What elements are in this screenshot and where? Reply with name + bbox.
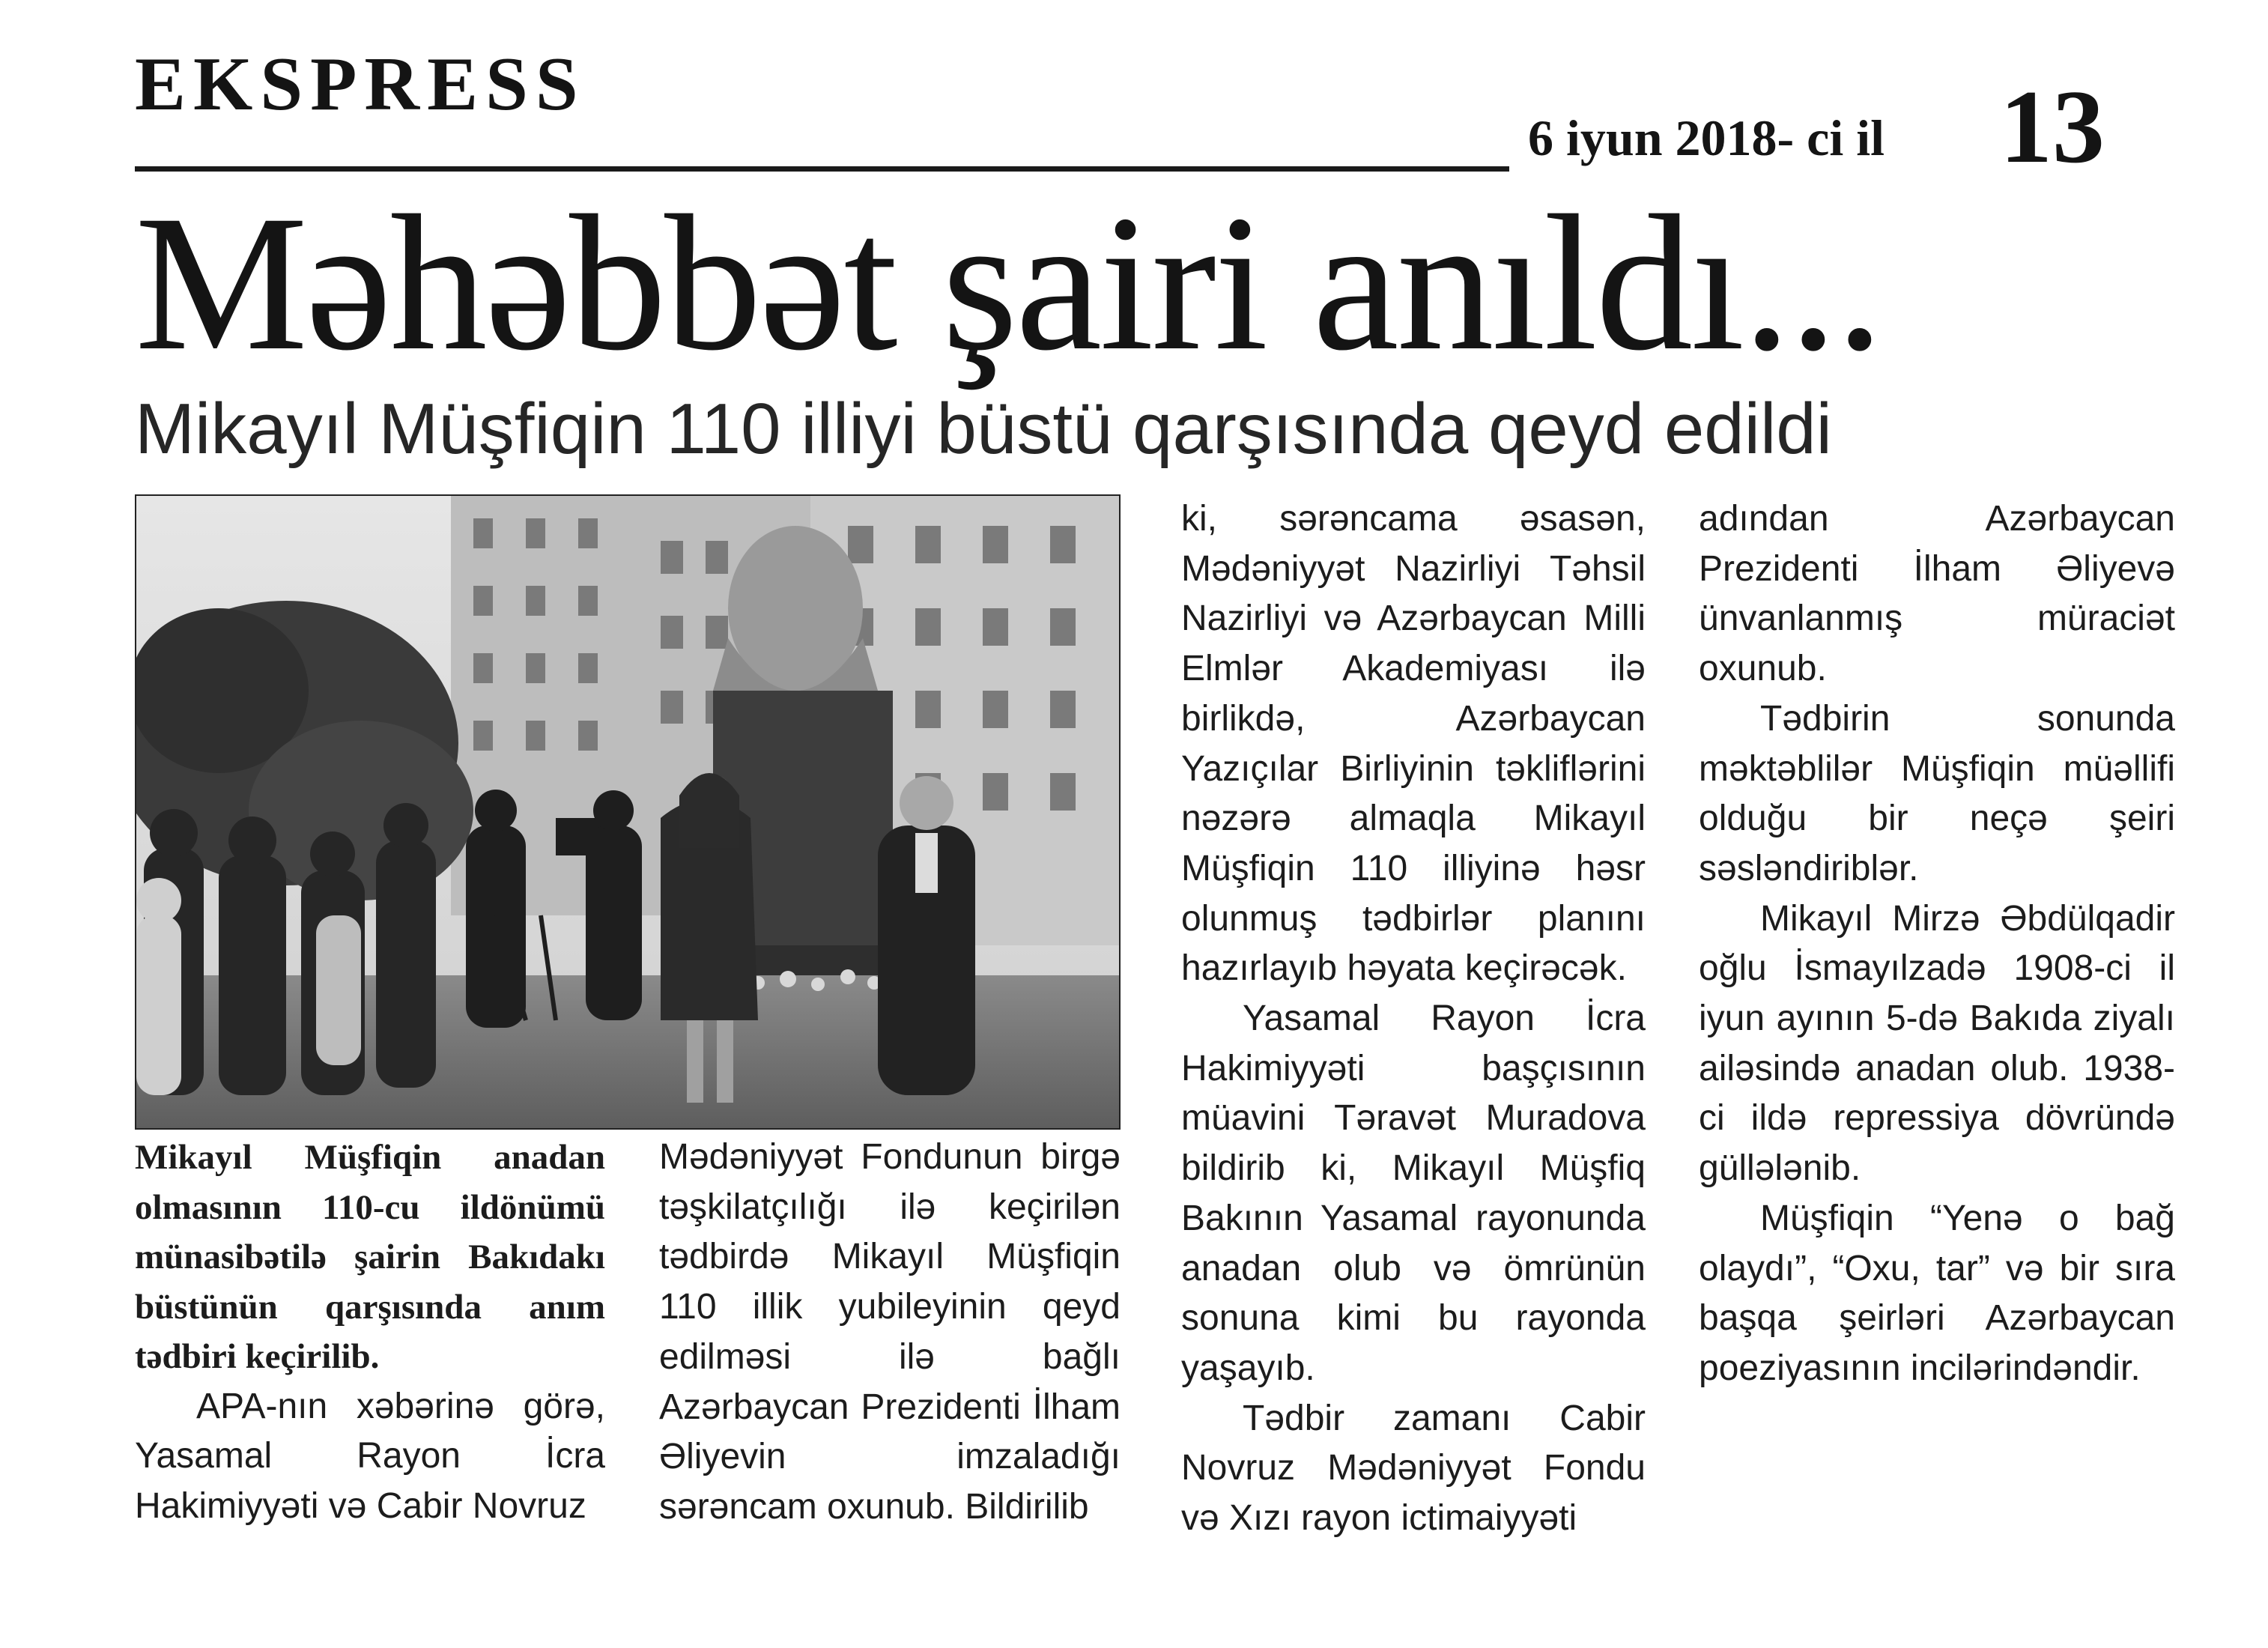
article-paragraph-continued: adından Azərbaycan Prezidenti İlham Əliyevə ünvanlanmış müraciət oxunub.	[1699, 499, 2175, 689]
article-column-3	[1181, 494, 1646, 1544]
article-paragraph-continued: ki, sərəncama əsasən, Mədəniyyət Nazirliyi Təhsil Nazirliyi və Azərbaycan Milli Elmlər Akademiyası ilə birlikdə, Azərbaycan Yazıçılar Birliyinin təkliflərini nəzərə almaqla Mikayıl Müşfiqin 110 illiyinə həsr olunmuş tədbirlər planını hazırlayıb həyata keçirəcək.	[1181, 499, 1646, 989]
masthead-rule	[135, 166, 1509, 172]
article-column-1	[135, 1133, 605, 1532]
photo-caption: Mikayıl Müşfiqin anadan olmasının 110-cu ildönümü münasibətilə şairin Bakıdakı büstünün qarşısında anım tədbiri keçirilib.	[135, 1138, 605, 1376]
article-paragraph: Tədbirin sonunda məktəblilər Müşfiqin müəllifi olduğu bir neçə şeiri səsləndiriblər.	[1699, 698, 2175, 888]
newspaper-masthead: EKSPRESS	[135, 42, 586, 127]
event-photo	[135, 494, 1121, 1130]
article-subheadline: Mikayıl Müşfiqin 110 illiyi büstü qarşısında qeyd edildi	[135, 389, 1832, 469]
article-paragraph: APA-nın xəbərinə görə, Yasamal Rayon İcra Hakimiyyəti və Cabir Novruz	[135, 1386, 605, 1526]
issue-date: 6 iyun 2018- ci il	[1528, 109, 1885, 166]
article-headline: Məhəbbət şairi anıldı...	[135, 175, 1882, 391]
article-paragraph: Tədbir zamanı Cabir Novruz Mədəniyyət Fondu və Xızı rayon ictimaiyyəti	[1181, 1398, 1646, 1539]
page-number: 13	[2000, 69, 2105, 185]
article-paragraph: Müşfiqin “Yenə o bağ olaydı”, “Oxu, tar” və bir sıra başqa şeirləri Azərbaycan poeziyasının incilərindəndir.	[1699, 1198, 2175, 1388]
article-paragraph: Mikayıl Mirzə Əbdülqadir oğlu İsmayılzadə 1908-ci il iyun ayının 5-də Bakıda ziyalı ailəsində anadan olub. 1938-ci ildə repressiya dövründə güllələnib.	[1699, 898, 2175, 1189]
article-column-2	[659, 1133, 1121, 1533]
article-column-4	[1699, 494, 2175, 1394]
article-paragraph-continued: Mədəniyyət Fondunun birgə təşkilatçılığı ilə keçirilən tədbirdə Mikayıl Müşfiqin 110 illik yubileyinin qeyd edilməsi ilə bağlı Azərbaycan Prezidenti İlham Əliyevin imzaladığı sərəncam oxunub. Bildirilib	[659, 1137, 1121, 1527]
article-paragraph: Yasamal Rayon İcra Hakimiyyəti başçısının müavini Təravət Muradova bildirib ki, Mikayıl Müşfiq Bakının Yasamal rayonunda anadan olub və ömrünün sonuna kimi bu rayonda yaşayıb.	[1181, 999, 1646, 1388]
